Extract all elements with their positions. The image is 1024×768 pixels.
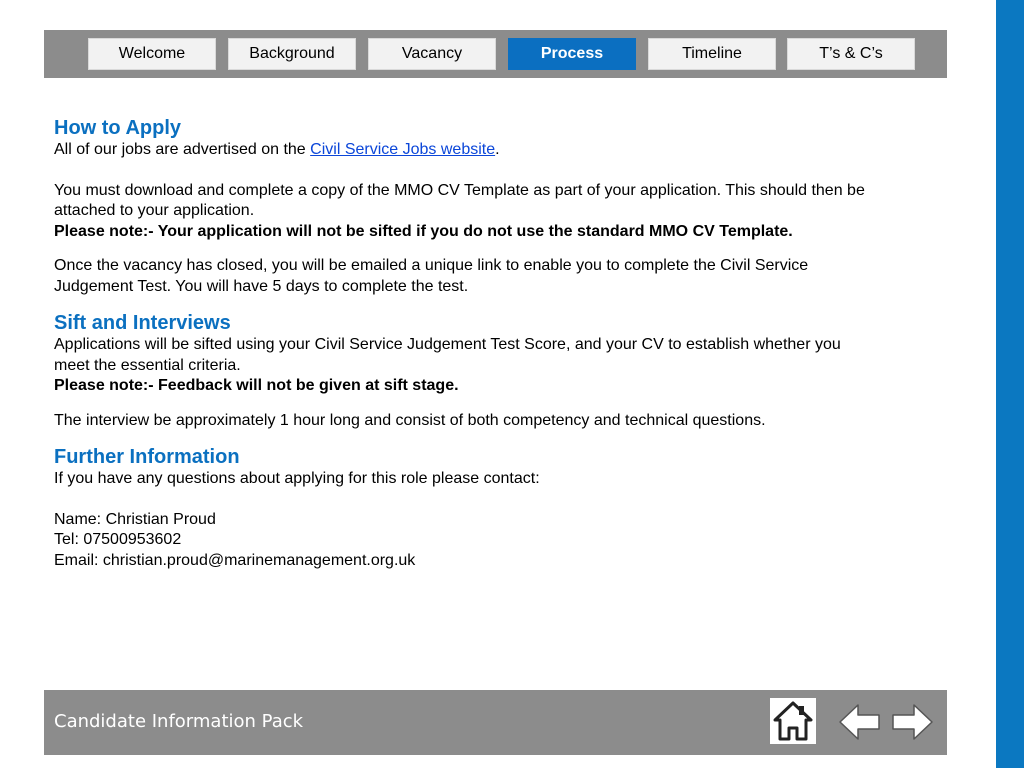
how-to-apply-heading: How to Apply	[54, 117, 182, 139]
forward-button[interactable]	[890, 702, 934, 742]
cv-instructions: You must download and complete a copy of the MMO CV Template as part of your application. This should then be attached to your application.	[54, 181, 865, 219]
arrow-right-icon	[890, 702, 934, 742]
sift-text: Applications will be sifted using your Civil Service Judgement Test Score, and your CV to establish whether you meet the essential criteria.	[54, 336, 841, 374]
tab-process[interactable]: Process	[508, 38, 636, 70]
tab-vacancy[interactable]: Vacancy	[368, 38, 496, 70]
sift-note: Please note:- Feedback will not be given at sift stage.	[54, 377, 459, 394]
home-icon	[770, 698, 816, 744]
contact-name: Name: Christian Proud	[54, 510, 216, 528]
footer-bar	[44, 690, 947, 755]
apply-intro-end: .	[495, 141, 500, 158]
interview-text: The interview be approximately 1 hour long and consist of both competency and technical questions.	[54, 411, 766, 429]
right-accent-bar	[996, 0, 1024, 768]
main-content	[54, 116, 874, 571]
tab-timeline[interactable]: Timeline	[648, 38, 776, 70]
home-button[interactable]	[770, 698, 816, 744]
contact-email: Email: christian.proud@marinemanagement.org.uk	[54, 551, 416, 569]
apply-intro	[54, 140, 874, 161]
apply-intro-text: All of our jobs are advertised on the	[54, 141, 311, 158]
nav-bar	[44, 30, 947, 78]
further-info-heading: Further Information	[54, 446, 240, 468]
tab-welcome[interactable]: Welcome	[88, 38, 216, 70]
footer-title: Candidate Information Pack	[54, 711, 304, 732]
back-button[interactable]	[838, 702, 882, 742]
tab-background[interactable]: Background	[228, 38, 356, 70]
tab-terms[interactable]: T’s & C’s	[787, 38, 915, 70]
contact-intro: If you have any questions about applying for this role please contact:	[54, 470, 540, 487]
civil-service-jobs-link[interactable]: Civil Service Jobs website	[310, 141, 496, 158]
test-instructions: Once the vacancy has closed, you will be emailed a unique link to enable you to complete the Civil Service Judgement Test. You will have 5 days to complete the test.	[54, 257, 809, 295]
sift-heading: Sift and Interviews	[54, 312, 231, 334]
contact-tel: Tel: 07500953602	[54, 531, 182, 548]
arrow-left-icon	[838, 702, 882, 742]
cv-note: Please note:- Your application will not be sifted if you do not use the standard MMO CV Template.	[54, 222, 793, 240]
